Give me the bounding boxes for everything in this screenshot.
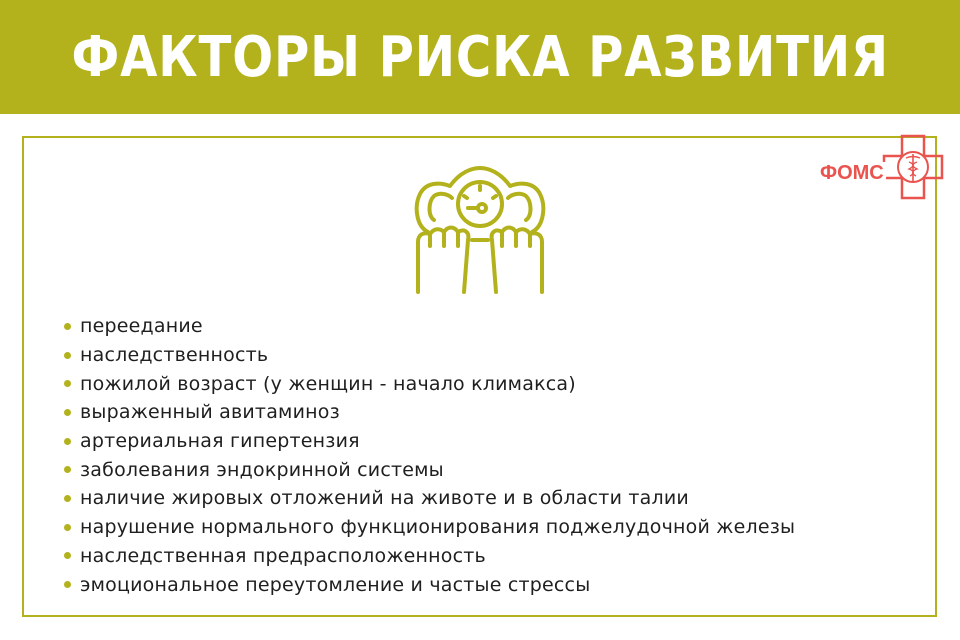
logo-text: ФОМС: [820, 162, 884, 184]
risk-factor-text: эмоциональное переутомление и частые стрессы: [80, 573, 591, 596]
list-item: [64, 312, 795, 341]
bullet-icon: [64, 581, 71, 588]
foms-logo: [820, 132, 944, 202]
risk-factors-list: [64, 312, 795, 599]
risk-factor-text: переедание: [80, 315, 203, 338]
list-item: [64, 542, 795, 571]
bullet-icon: [64, 323, 71, 330]
page-title: ФАКТОРЫ РИСКА РАЗВИТИЯ: [71, 24, 889, 90]
bullet-icon: [64, 524, 71, 531]
risk-factor-text: наследственность: [80, 344, 269, 367]
bullet-icon: [64, 552, 71, 559]
bullet-icon: [64, 466, 71, 473]
bullet-icon: [64, 438, 71, 445]
risk-factor-text: выраженный авитаминоз: [80, 401, 340, 424]
header-banner: [0, 0, 960, 114]
bullet-icon: [64, 495, 71, 502]
risk-factor-text: наследственная предрасположенность: [80, 544, 486, 567]
bullet-icon: [64, 409, 71, 416]
risk-factor-text: наличие жировых отложений на животе и в области талии: [80, 487, 689, 510]
bathroom-scale-feet-icon: [406, 160, 554, 296]
bullet-icon: [64, 380, 71, 387]
risk-factor-text: нарушение нормального функционирования поджелудочной железы: [80, 516, 796, 539]
list-item: [64, 398, 795, 427]
list-item: [64, 369, 795, 398]
bullet-icon: [64, 352, 71, 359]
risk-factor-text: артериальная гипертензия: [80, 430, 360, 453]
risk-factor-text: заболевания эндокринной системы: [80, 458, 444, 481]
list-item: [64, 570, 795, 599]
risk-factor-text: пожилой возраст (у женщин - начало климакса): [80, 372, 576, 395]
list-item: [64, 484, 795, 513]
list-item: [64, 455, 795, 484]
list-item: [64, 513, 795, 542]
list-item: [64, 427, 795, 456]
list-item: [64, 341, 795, 370]
